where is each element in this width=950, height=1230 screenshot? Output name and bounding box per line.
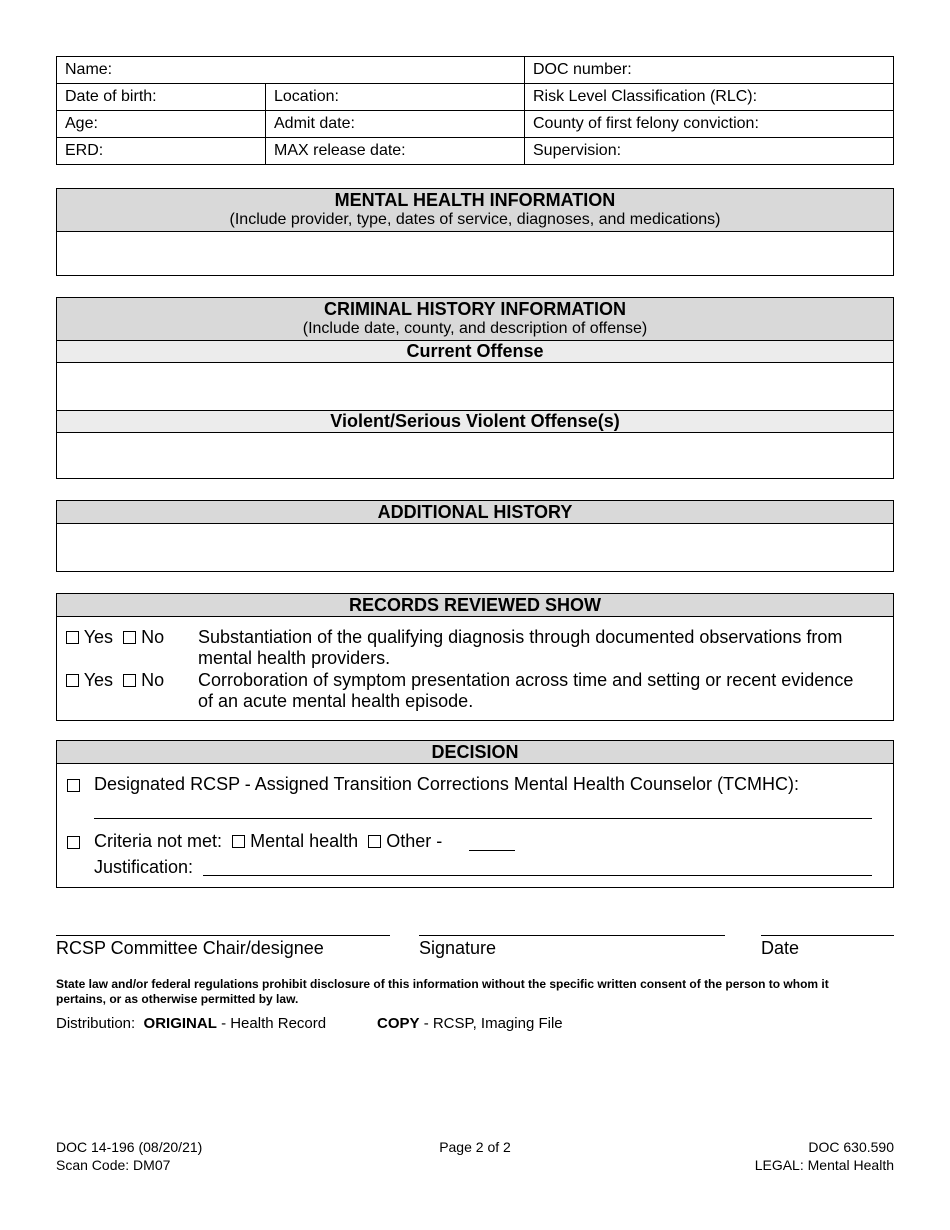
tcmhc-checkbox[interactable] — [67, 779, 80, 792]
signature-line[interactable] — [419, 935, 725, 936]
footer-right — [755, 1138, 894, 1174]
records-item-2-text — [198, 670, 853, 712]
decision-header: DECISION — [57, 741, 893, 764]
criteria-not-met-checkbox[interactable] — [67, 836, 80, 849]
copy-destination: - RCSP, Imaging File — [423, 1015, 563, 1032]
tcmhc-option-label: Designated RCSP - Assigned Transition Corrections Mental Health Counselor (TCMHC): — [94, 774, 799, 794]
criminal-history-subtitle: (Include date, county, and description of offense) — [302, 320, 648, 337]
mental-health-title: MENTAL HEALTH INFORMATION — [334, 190, 616, 210]
date-of-birth-field[interactable]: Date of birth: — [57, 84, 266, 111]
legal-notice: State law and/or federal regulations prohibit disclosure of this information without the specific written consent of the person to whom it pertains, or as otherwise permitted by law. — [56, 977, 829, 1006]
name-field[interactable]: Name: — [57, 57, 525, 84]
copy-line — [377, 1015, 563, 1032]
tcmhc-name-line[interactable] — [94, 818, 872, 819]
current-offense-header: Current Offense — [57, 340, 893, 363]
mental-health-header — [57, 189, 893, 232]
signature-label: Signature — [419, 938, 497, 958]
legal-category: LEGAL: Mental Health — [754, 1157, 894, 1173]
rlc-field[interactable]: Risk Level Classification (RLC): — [525, 84, 894, 111]
page-number: Page 2 of 2 — [439, 1139, 511, 1155]
item-1-yes-checkbox[interactable] — [66, 631, 79, 644]
violent-offense-entry-area[interactable] — [57, 433, 893, 477]
decision-section — [56, 740, 894, 888]
criteria-not-met-label: Criteria not met: — [94, 831, 223, 851]
original-label: ORIGINAL — [143, 1015, 217, 1032]
doc-number-field[interactable]: DOC number: — [525, 57, 894, 84]
additional-history-header: ADDITIONAL HISTORY — [57, 501, 893, 524]
copy-label: COPY — [377, 1015, 420, 1032]
date-label: Date — [761, 938, 800, 958]
records-item-1-line-1: Substantiation of the qualifying diagnosis through documented observations from — [198, 627, 843, 647]
records-item-1-options — [66, 627, 164, 648]
records-reviewed-header: RECORDS REVIEWED SHOW — [57, 594, 893, 617]
yes-label: Yes — [83, 670, 114, 690]
yes-label: Yes — [83, 627, 114, 647]
item-2-no-checkbox[interactable] — [123, 674, 136, 687]
mental-health-entry-area[interactable] — [57, 232, 893, 275]
current-offense-entry-area[interactable] — [57, 363, 893, 410]
mental-health-checkbox[interactable] — [232, 835, 245, 848]
footer-left — [56, 1138, 202, 1174]
item-1-no-checkbox[interactable] — [123, 631, 136, 644]
other-label: Other - — [386, 831, 443, 851]
records-reviewed-section — [56, 593, 894, 721]
records-item-2-line-1: Corroboration of symptom presentation across time and setting or recent evidence — [198, 670, 854, 690]
date-line[interactable] — [761, 935, 894, 936]
age-field[interactable]: Age: — [57, 111, 266, 138]
criminal-history-title: CRIMINAL HISTORY INFORMATION — [323, 299, 626, 319]
additional-history-section — [56, 500, 894, 572]
max-release-field[interactable]: MAX release date: — [266, 138, 525, 165]
additional-history-entry-area[interactable] — [57, 524, 893, 571]
records-item-1-line-2: mental health providers. — [198, 648, 391, 668]
erd-field[interactable]: ERD: — [57, 138, 266, 165]
no-label: No — [141, 670, 165, 690]
justification-line[interactable] — [203, 875, 872, 876]
records-item-1-text — [198, 627, 842, 669]
admit-date-field[interactable]: Admit date: — [266, 111, 525, 138]
doc-policy: DOC 630.590 — [808, 1139, 894, 1155]
mental-health-label: Mental health — [250, 831, 359, 851]
records-item-2-line-2: of an acute mental health episode. — [198, 691, 474, 711]
other-line[interactable] — [469, 850, 515, 851]
item-2-yes-checkbox[interactable] — [66, 674, 79, 687]
chair-label: RCSP Committee Chair/designee — [56, 938, 324, 958]
location-field[interactable]: Location: — [266, 84, 525, 111]
criminal-history-header — [57, 298, 893, 340]
mental-health-section — [56, 188, 894, 276]
no-label: No — [141, 627, 165, 647]
county-field[interactable]: County of first felony conviction: — [525, 111, 894, 138]
supervision-field[interactable]: Supervision: — [525, 138, 894, 165]
mental-health-subtitle: (Include provider, type, dates of service, diagnoses, and medications) — [229, 211, 721, 228]
distribution-label: Distribution: — [56, 1015, 136, 1032]
form-number: DOC 14-196 (08/20/21) — [56, 1139, 203, 1155]
criteria-not-met-row — [94, 831, 442, 852]
scan-code: Scan Code: DM07 — [56, 1157, 171, 1173]
violent-offense-header: Violent/Serious Violent Offense(s) — [57, 410, 893, 433]
offender-info-table — [56, 56, 894, 165]
criminal-history-section — [56, 297, 894, 479]
chair-signature-line[interactable] — [56, 935, 390, 936]
distribution-line — [56, 1015, 326, 1032]
justification-label: Justification: — [94, 857, 194, 877]
records-item-2-options — [66, 670, 164, 691]
other-checkbox[interactable] — [368, 835, 381, 848]
original-destination: - Health Record — [221, 1015, 327, 1032]
